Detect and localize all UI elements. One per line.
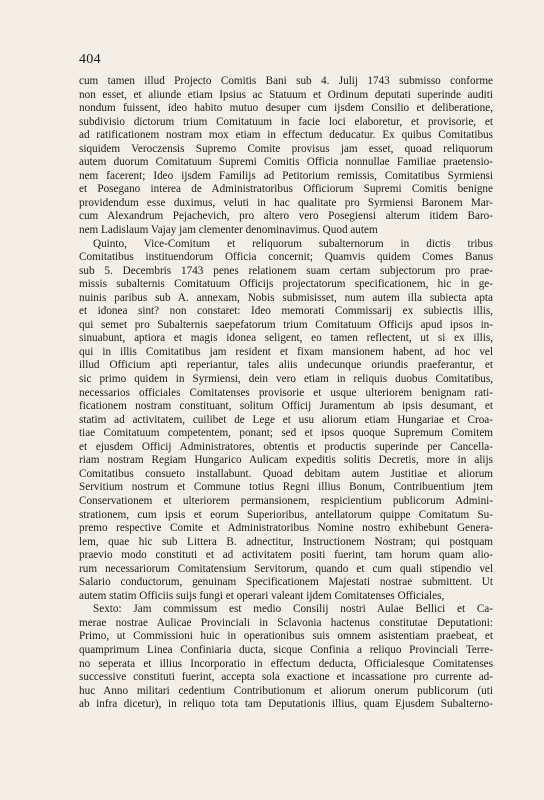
text-line: missis subalternis Comitatuum Officijs projectatorum specificationem, hic in ge- bbox=[79, 278, 493, 291]
text-line: no seperata et illius Incorporatio in effectum deducta, Officialesque Comitatenses bbox=[79, 657, 493, 670]
text-line: et idonea sint? non constaret: Ideo memorati Commissarij ex subiectis illis, bbox=[79, 305, 493, 318]
text-line: nondum fuissent, ideo habito mutuo desuper cum ijsdem Consilio et deliberatione, bbox=[79, 102, 493, 115]
text-line: ad ratificationem nostram mox etiam in effectum deducatur. Ex quibus Comitatibus bbox=[79, 129, 493, 142]
text-line: Comitatibus instituendorum Officia concernit; Quamvis quidem Comes Banus bbox=[79, 251, 493, 264]
text-line: Quinto, Vice-Comitum et reliquorum subalternorum in dictis tribus bbox=[93, 237, 493, 250]
text-line: quamprimum Linea Confiniaria ducta, sicque Confinia a reliquo Provinciali Terre- bbox=[79, 643, 493, 656]
text-line: autem statim Officiis suijs fungi et operari valeant ijdem Comitatenses Officiales, bbox=[79, 589, 445, 602]
text-line: lem, quae hic sub Littera B. adnectitur, Instructionem Nostram; qui postquam bbox=[79, 535, 493, 548]
text-line: necessarios officiales Comitatenses provisorie et usque ulteriorem benignam rati- bbox=[79, 386, 493, 399]
text-line: subdivisio dictorum trium Comitatuum in facie loci elaboretur, et provisorie, et bbox=[79, 115, 493, 128]
text-line: nuinis paribus sub A. annexam, Nobis submisisset, num autem illa subiecta apta bbox=[79, 291, 493, 304]
text-line: sic primo quidem in Syrmiensi, dein vero etiam in reliquis duobus Comitatibus, bbox=[79, 373, 493, 386]
text-line: Salario conductorum, genuinam Specificationem Majestati nostrae submittent. Ut bbox=[79, 576, 493, 589]
text-line: praevio modo constituti et ad activitatem positi fuerint, tam horum quam alio- bbox=[79, 549, 493, 562]
text-line: riam nostram Regiam Hungarico Aulicam expeditis solitis Decretis, more in alijs bbox=[79, 454, 493, 467]
text-line: Conservationem et ulteriorem permansionem, respicientium publicorum Admini- bbox=[79, 494, 493, 507]
text-line: Sexto: Jam commissum est medio Consilij nostri Aulae Bellici et Ca- bbox=[93, 603, 493, 616]
body-text bbox=[79, 75, 493, 712]
text-line: strationem, cum ipsis et eorum Superioribus, antellatorum quippe Comitatum Su- bbox=[79, 508, 493, 521]
text-line: cum Alexandrum Pejachevich, pro altero vero Posegiensi alterum itidem Baro- bbox=[79, 210, 493, 223]
text-line: nem Ladislaum Vajay jam clementer denominavimus. Quod autem bbox=[79, 224, 378, 237]
text-line: qui semet pro Subalternis saepefatorum trium Comitatuum Officijs apud ipsos in- bbox=[79, 318, 493, 331]
text-line: rum necessariorum Comitatensium Servitorum, quando et cum quali stipendio vel bbox=[79, 562, 493, 575]
text-line: qui in illis Comitatibus jam resident et fixam mansionem habent, ad hoc vel bbox=[79, 345, 493, 358]
text-line: illud Officium apti reperiantur, tales aliis undecunque oriundis praeferantur, et bbox=[79, 359, 493, 372]
text-line: premo respective Comite et Administratoribus Nomine nostro exhibebunt Genera- bbox=[79, 522, 493, 535]
text-line: sub 5. Decembris 1743 penes relationem suam certam subjectorum pro prae- bbox=[79, 264, 493, 277]
text-line: siquidem Veroczensis Supremo Comite provisus jam esset, quoad reliquorum bbox=[79, 142, 493, 155]
text-line: tiae Comitatuum competentem, ponant; sed et ipsos quoque Supremum Comitem bbox=[79, 427, 493, 440]
page-number: 404 bbox=[79, 52, 101, 67]
text-line: Comitatibus consueto installabunt. Quoad debitam autem Justitiae et aliorum bbox=[79, 467, 493, 480]
text-line: autem duorum Comitatuum Supremi Comitis Officia nonnullae Familiae praetensio- bbox=[79, 156, 493, 169]
text-line: ficationem nostram constituant, solitum Officij Juramentum ab ipsis desumant, et bbox=[79, 400, 493, 413]
text-line: Primo, ut Commissioni huic in operationibus suis omnem asistentiam praebeat, et bbox=[79, 630, 493, 643]
text-line: successive constituti fuerint, accepta sola exactione et incassatione pro currente ad- bbox=[79, 671, 493, 684]
text-line: et ejusdem Officij Administratores, obtentis et productis superinde per Cancella- bbox=[79, 440, 493, 453]
text-line: non esset, et aliunde etiam Ipsius ac Statuum et Ordinum deputati superinde auditi bbox=[79, 88, 493, 101]
text-line: merae nostrae Aulicae Provinciali in Sclavonia hactenus constitutae Deputationi: bbox=[79, 616, 493, 629]
text-line: nem facerent; Ideo ijsdem Familijs ad Petitorium remissis, Comitatibus Syrmiensi bbox=[79, 169, 493, 182]
text-line: statim ad activitatem, cuilibet de Lege et usu aliorum etiam Hungariae et Croa- bbox=[79, 413, 493, 426]
text-line: et Posegano interea de Administratoribus Officiorum Supremi Comitis benigne bbox=[79, 183, 493, 196]
text-line: sinuabunt, aptiora et magis idonea seligent, eo tamen reflectent, ut si ex illis, bbox=[79, 332, 493, 345]
text-line: huc Anno militari cedentium Contributionum et aliorum onerum publicorum (uti bbox=[79, 684, 493, 697]
text-line: ab infra dicetur), in reliquo tota tam Deputationis illius, quam Ejusdem Subalterno- bbox=[79, 698, 493, 711]
text-line: cum tamen illud Projecto Comitis Bani sub 4. Julij 1743 submisso conforme bbox=[79, 75, 493, 87]
text-line: Servitium nostrum et Commune totius Regni illius Bonum, Contribuentium jtem bbox=[79, 481, 493, 494]
text-line: providendum esse duximus, veluti in hac qualitate pro Syrmiensi Baronem Mar- bbox=[79, 196, 493, 209]
